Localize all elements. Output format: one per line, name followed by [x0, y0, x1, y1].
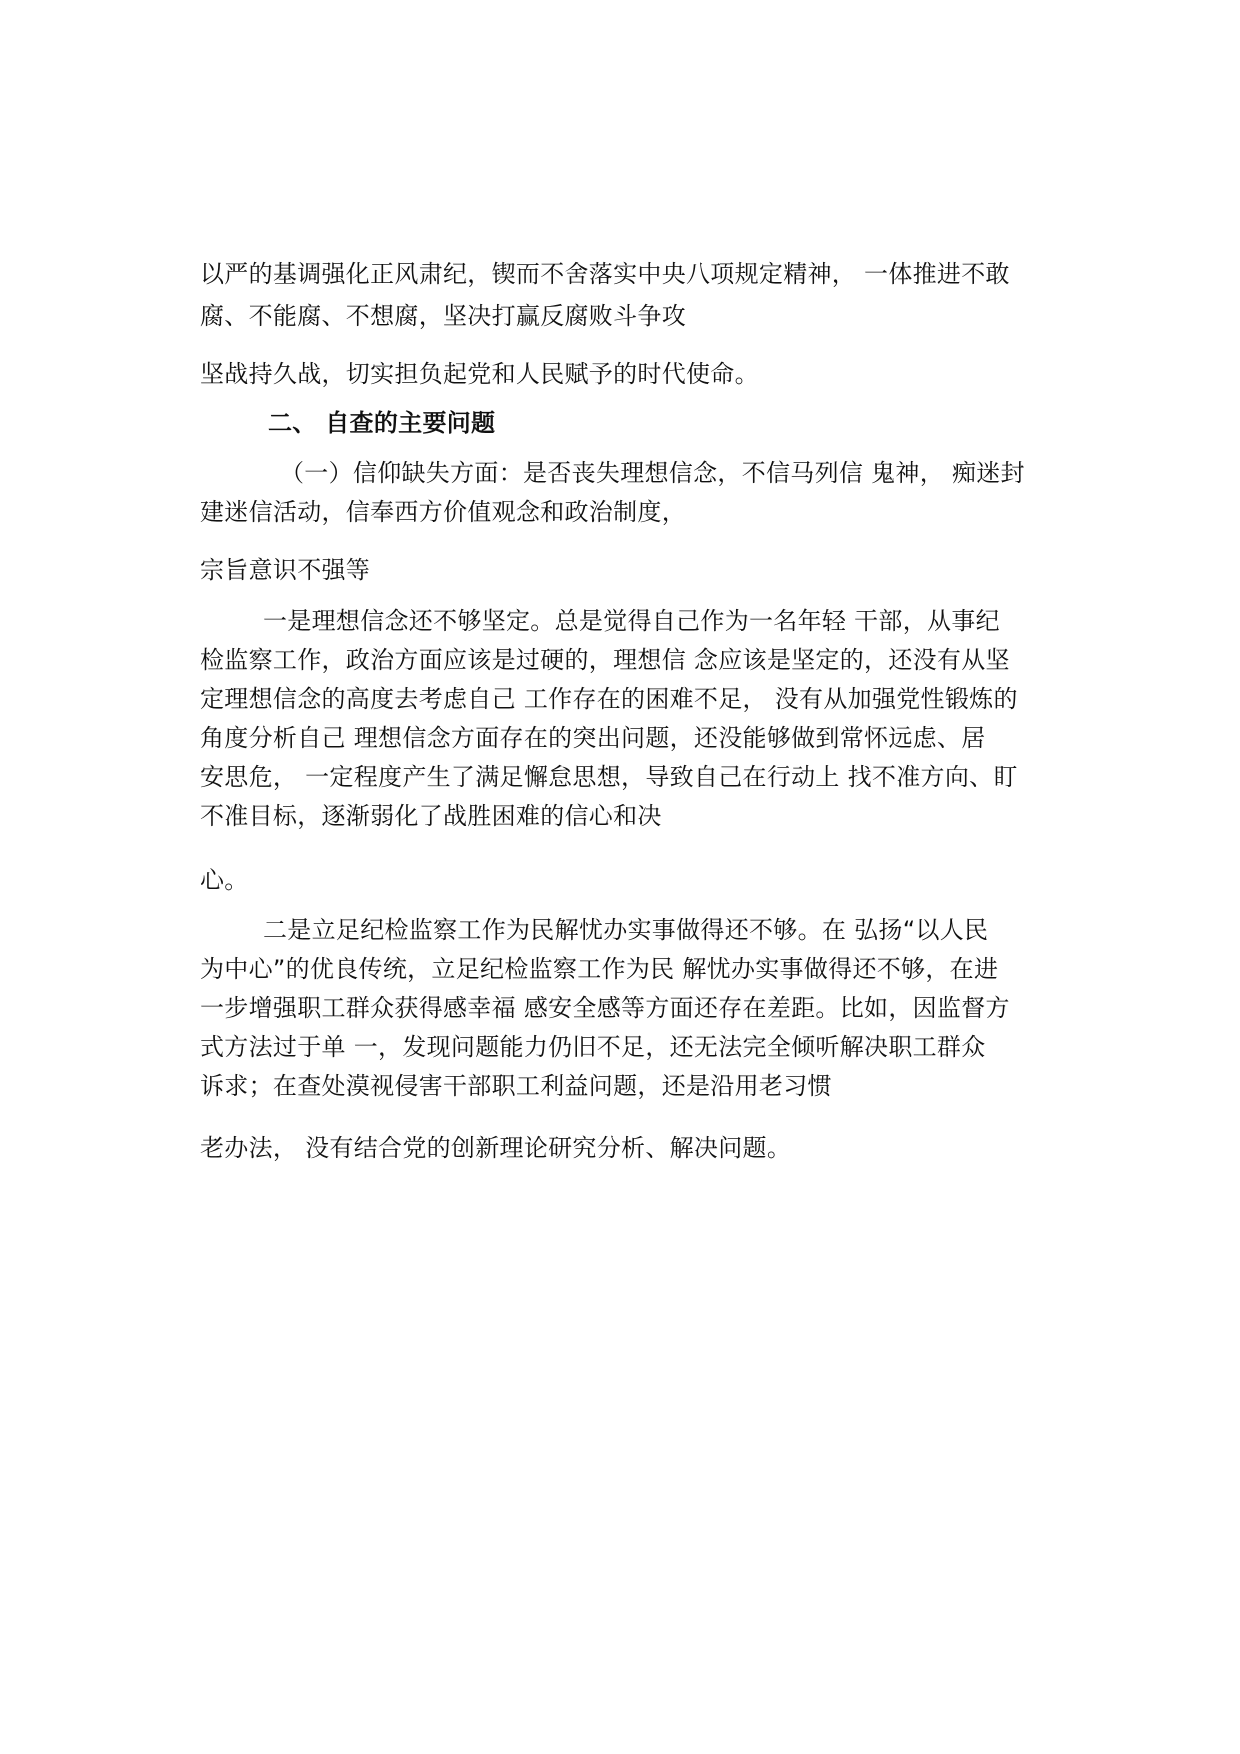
subsection-line-2: 建迷信活动，信奉西方价值观念和政治制度，	[200, 498, 686, 526]
point-two-line-5: 诉求；在查处漠视侵害干部职工利益问题，还是沿用老习惯	[200, 1072, 832, 1100]
point-two-line-6: 老办法， 没有结合党的创新理论研究分析、解决问题。	[200, 1134, 792, 1162]
point-one-line-2: 检监察工作，政治方面应该是过硬的，理想信 念应该是坚定的，还没有从坚	[200, 646, 1010, 674]
intro-line-2: 腐、不能腐、不想腐，坚决打赢反腐败斗争攻	[200, 302, 686, 330]
point-two-line-4: 式方法过于单 一，发现问题能力仍旧不足，还无法完全倾听解决职工群众	[200, 1033, 986, 1061]
point-two-line-2: 为中心”的优良传统，立足纪检监察工作为民 解忧办实事做得还不够，在进	[200, 955, 999, 983]
point-one-line-6: 不准目标，逐渐弱化了战胜困难的信心和决	[200, 802, 662, 830]
intro-line-3: 坚战持久战，切实担负起党和人民赋予的时代使命。	[200, 360, 759, 388]
point-two-line-1: 二是立足纪检监察工作为民解忧办实事做得还不够。在 弘扬“以人民	[263, 916, 989, 944]
subsection-line-1: （一）信仰缺失方面：是否丧失理想信念，不信马列信 鬼神， 痴迷封	[280, 459, 1025, 487]
intro-line-1: 以严的基调强化正风肃纪，锲而不舍落实中央八项规定精神， 一体推进不敢	[200, 260, 1010, 288]
point-one-line-1: 一是理想信念还不够坚定。总是觉得自己作为一名年轻 干部，从事纪	[263, 607, 1000, 635]
section-heading: 二、 自查的主要问题	[268, 409, 496, 437]
point-one-line-3: 定理想信念的高度去考虑自己 工作存在的困难不足， 没有从加强党性锻炼的	[200, 685, 1018, 713]
subsection-line-3: 宗旨意识不强等	[200, 556, 371, 584]
point-one-line-4: 角度分析自己 理想信念方面存在的突出问题，还没能够做到常怀远虑、居	[200, 724, 986, 752]
point-two-line-3: 一步增强职工群众获得感幸福 感安全感等方面还存在差距。比如，因监督方	[200, 994, 1010, 1022]
point-one-line-5: 安思危， 一定程度产生了满足懈怠思想，导致自己在行动上 找不准方向、盯	[200, 763, 1018, 791]
point-one-line-7: 心。	[200, 866, 249, 894]
